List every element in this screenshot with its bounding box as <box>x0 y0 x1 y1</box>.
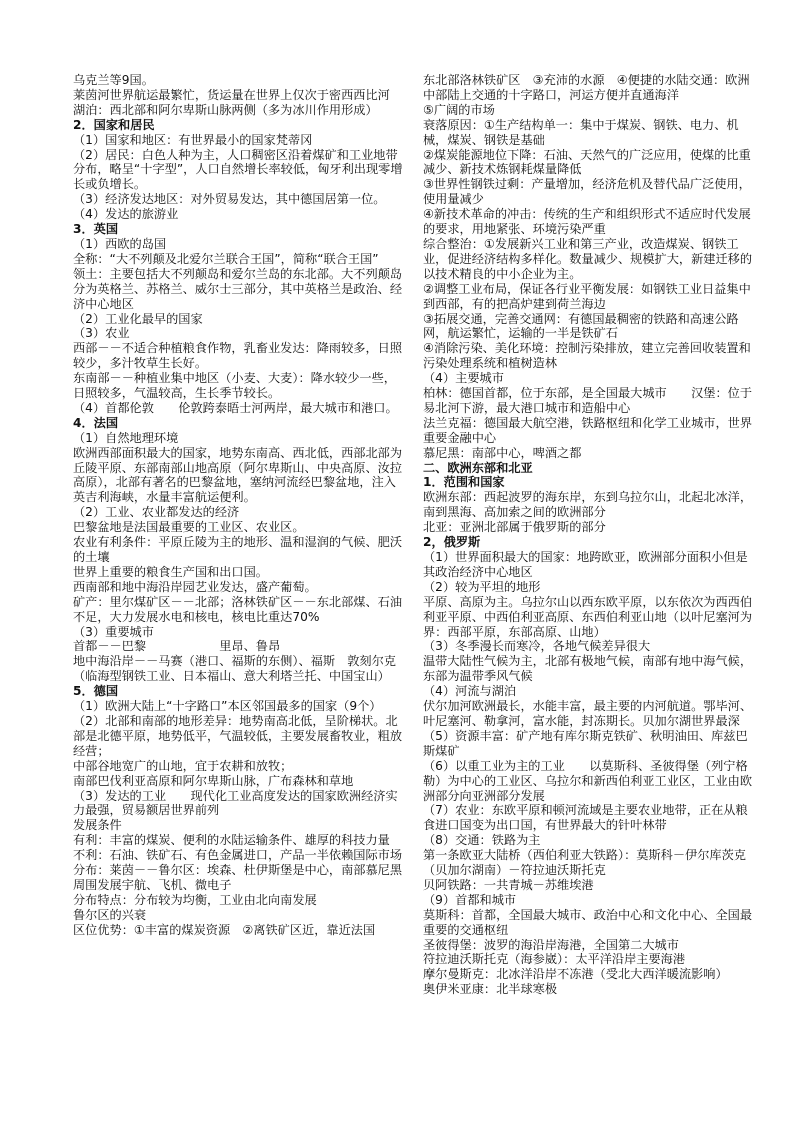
text-line: 乌克兰等9国。 <box>73 73 154 87</box>
text-line: 欧洲东部：西起波罗的海东岸，东到乌拉尔山，北起北冰洋，南到黑海、高加索之间的欧洲部分 <box>423 490 753 520</box>
text-line: 北亚：亚洲北部属于俄罗斯的部分 <box>423 520 606 535</box>
text-line: 中部谷地宽广的山地，宜于农耕和放牧； <box>73 758 293 773</box>
text-line: 分布特点：分布较为均衡，工业由北向南发展 <box>73 892 317 907</box>
text-line: 法兰克福：德国最大航空港，铁路枢纽和化学工业城市，世界重要金融中心 <box>423 415 753 445</box>
text-line: 南部巴伐利亚高原和阿尔卑斯山脉，广布森林和草地 <box>73 773 354 788</box>
text-line: 1．范围和国家 <box>423 475 505 490</box>
text-line: 农业有利条件：平原丘陵为主的地形、温和湿润的气候、肥沃的土壤 <box>73 535 403 564</box>
text-line: 符拉迪沃斯托克（海参崴）：太平洋沿岸主要海港 <box>423 952 686 967</box>
text-line: （3）重要城市 <box>73 624 154 639</box>
text-line: 综合整治：①发展新兴工业和第三产业，改造煤炭、钢铁工业，促进经济结构多样化。数量减少、规模扩大，新建迁移的以技术精良的中小企业为主。 <box>423 236 753 281</box>
text-line: （2）北部和南部的地形差异：地势南高北低，呈阶梯状。北部是北德平原，地势低平，气温较低，主要发展畜牧业，粗放经营； <box>73 713 403 758</box>
text-line: 慕尼黑：南部中心，啤酒之都 <box>423 445 582 460</box>
text-line: 领土：主要包括大不列颠岛和爱尔兰岛的东北部。大不列颠岛分为英格兰、苏格兰、威尔士三部分，其中英格兰是政治、经济中心地区 <box>73 266 403 311</box>
text-line: （1）欧洲大陆上“十字路口”本区邻国最多的国家（9个） <box>73 699 382 714</box>
text-line: （2）较为平坦的地形 <box>423 579 541 594</box>
text-line: （3）发达的工业 现代化工业高度发达的国家欧洲经济实力最强，贸易额居世界前列 <box>73 788 398 818</box>
text-line: （2）工业、农业都发达的经济 <box>73 505 240 520</box>
text-line: ②煤炭能源地位下降：石油、天然气的广泛应用，使煤的比重减少、新技术炼钢耗煤量降低 <box>423 147 751 177</box>
text-line: 西部－－不适合种植粮食作物，乳畜业发达：降雨较多，日照较少，多汁牧草生长好。 <box>73 341 403 371</box>
text-line: 莱茵河世界航运最繁忙，货运量在世界上仅次于密西西比河 <box>73 87 390 102</box>
text-line: 世界上重要的粮食生产国和出口国。 <box>73 564 268 579</box>
text-line: （1）自然地理环境 <box>73 430 179 445</box>
text-line: 4．法国 <box>73 415 119 430</box>
text-line: 摩尔曼斯克：北冰洋沿岸不冻港（受北大西洋暖流影响） <box>423 967 728 982</box>
text-line: 莫斯科：首都，全国最大城市、政治中心和文化中心、全国最重要的交通枢纽 <box>423 907 753 937</box>
text-line: 湖泊：西北部和阿尔卑斯山脉两侧（多为冰川作用形成） <box>73 102 378 117</box>
text-line: 矿产：里尔煤矿区－－北部；洛林铁矿区－－东北部煤、石油不足，大力发展水电和核电，核电比重达70% <box>73 594 403 624</box>
text-line: （3）冬季漫长而寒冷，各地气候差异很大 <box>423 639 651 654</box>
text-line: ③世界性钢铁过剩：产量增加，经济危机及替代品广泛使用，使用量减少 <box>423 177 751 207</box>
text-line: （4）首都伦敦 伦敦跨泰晤士河两岸，最大城市和港口。 <box>73 400 398 415</box>
text-line: 衰落原因：①生产结构单一：集中于煤炭、钢铁、电力、机械，煤炭、钢铁是基础 <box>423 117 739 147</box>
text-line: 5．德国 <box>73 684 119 699</box>
right-column <box>423 73 755 997</box>
text-line: 全称：“大不列颠及北爱尔兰联合王国”，简称“联合王国” <box>73 251 379 266</box>
text-line: 柏林：德国首都，位于东部，是全国最大城市 汉堡：位于易北河下游，最大港口城市和造船中心 <box>423 386 753 415</box>
text-line: ④新技术革命的冲击：传统的生产和组织形式不适应时代发展的要求，用地紧张、环境污染严重 <box>423 207 751 237</box>
text-line: （4）主要城市 <box>423 371 504 386</box>
text-line: （4）河流与湖泊 <box>423 684 517 699</box>
text-line: 有利：丰富的煤炭、便利的水陆运输条件、雄厚的科技力量 <box>73 833 390 848</box>
text-line: 贝阿铁路：一共青城－苏维埃港 <box>423 877 594 892</box>
text-line: （4）发达的旅游业 <box>73 207 179 222</box>
text-line: （9）首都和城市 <box>423 892 517 907</box>
text-line: ④消除污染、美化环境：控制污染排放，建立完善回收装置和污染处理系统和植树造林 <box>423 341 751 371</box>
text-line: ③拓展交通，完善交通网：有德国最稠密的铁路和高速公路网，航运繁忙，运输的一半是铁矿石 <box>423 311 739 341</box>
text-line: （1）世界面积最大的国家：地跨欧亚，欧洲部分面积小但是其政治经济中心地区 <box>423 550 748 579</box>
text-line: （2）工业化最早的国家 <box>73 311 203 326</box>
text-line: 2，俄罗斯 <box>423 535 481 550</box>
text-line: 第一条欧亚大陆桥（西伯利亚大铁路）：莫斯科－伊尔库茨克（贝加尔湖南）－符拉迪沃斯托克 <box>423 848 746 878</box>
text-line: 首都－－巴黎 里昂、鲁昂 <box>73 639 281 654</box>
text-line: （3）农业 <box>73 326 130 341</box>
text-line: （1）国家和地区：有世界最小的国家梵蒂冈 <box>73 132 313 147</box>
text-line: 奥伊米亚康：北半球寒极 <box>423 982 558 997</box>
text-line: （2）居民：白色人种为主，人口稠密区沿着煤矿和工业地带分布，略呈“十字型”，人口自然增长率较低，匈牙利出现零增长或负增长。 <box>73 147 403 192</box>
text-line: 西南部和地中海沿岸园艺业发达，盛产葡萄。 <box>73 579 317 594</box>
text-line: 温带大陆性气候为主，北部有极地气候，南部有地中海气候，东部为温带季风气候 <box>423 654 753 684</box>
text-line: 伏尔加河欧洲最长，水能丰富，最主要的内河航道。鄂毕河、叶尼塞河、勒拿河，富水能，封冻期长。贝加尔湖世界最深 <box>423 699 753 728</box>
text-line: ②调整工业布局，保证各行业平衡发展：如钢铁工业日益集中到西部，有的把高炉建到荷兰海边 <box>423 281 751 311</box>
text-line: （6）以重工业为主的工业 以莫斯科、圣彼得堡（列宁格勒）为中心的工业区、乌拉尔和新西伯利亚工业区，工业由欧洲部分向亚洲部分发展 <box>423 758 753 803</box>
text-line: 巴黎盆地是法国最重要的工业区、农业区。 <box>73 520 305 535</box>
text-line: 圣彼得堡：波罗的海沿岸海港，全国第二大城市 <box>423 937 679 952</box>
text-line: （3）经济发达地区：对外贸易发达，其中德国居第一位。 <box>73 192 386 207</box>
text-line: 3．英国 <box>73 222 119 237</box>
text-line: 2．国家和居民 <box>73 117 155 132</box>
text-line: 东南部－－种植业集中地区（小麦、大麦）：降水较少一些，日照较多，气温较高，生长季节较长。 <box>73 371 396 401</box>
text-line: 区位优势：①丰富的煤炭资源 ②离铁矿区近，靠近法国 <box>73 922 376 937</box>
text-line: 鲁尔区的兴衰 <box>73 907 147 922</box>
text-line: 发展条件 <box>73 818 122 833</box>
text-line: ⑤广阔的市场 <box>423 102 495 117</box>
text-line: （7）农业：东欧平原和顿河流域是主要农业地带，正在从粮食进口国变为出口国，有世界最大的针叶林带 <box>423 803 748 833</box>
text-line: 二、欧洲东部和北亚 <box>423 460 533 475</box>
text-line: （1）西欧的岛国 <box>73 236 167 251</box>
text-line: 欧洲西部面积最大的国家，地势东南高、西北低，西部北部为丘陵平原、东部南部山地高原（阿尔卑斯山、中央高原、汝拉高原），北部有著名的巴黎盆地，塞纳河流经巴黎盆地，注入英吉利海峡，水量丰富航运便利。 <box>73 445 403 505</box>
text-line: （5）资源丰富：矿产地有库尔斯克铁矿、秋明油田、库兹巴斯煤矿 <box>423 728 748 758</box>
text-line: （8）交通：铁路为主 <box>423 833 541 848</box>
text-line: 东北部洛林铁矿区 ③充沛的水源 ④便捷的水陆交通：欧洲中部陆上交通的十字路口，河运方便并直通海洋 <box>423 73 750 102</box>
text-line: 地中海沿岸－－马赛（港口、福斯的东侧）、福斯 敦刻尔克（临海型钢铁工业、日本福山、意大利塔兰托、中国宝山） <box>73 654 396 684</box>
text-line: 平原、高原为主。乌拉尔山以西东欧平原，以东依次为西西伯利亚平原、中西伯利亚高原、东西伯利亚山地（以叶尼塞河为界：西部平原，东部高原、山地） <box>423 594 753 639</box>
left-column <box>73 73 403 938</box>
text-line: 分布：莱茵－－鲁尔区：埃森、杜伊斯堡是中心，南部慕尼黑周围发展宇航、飞机、微电子 <box>73 863 403 892</box>
text-line: 不利：石油、铁矿石、有色金属进口，产品一半依赖国际市场 <box>73 848 403 863</box>
